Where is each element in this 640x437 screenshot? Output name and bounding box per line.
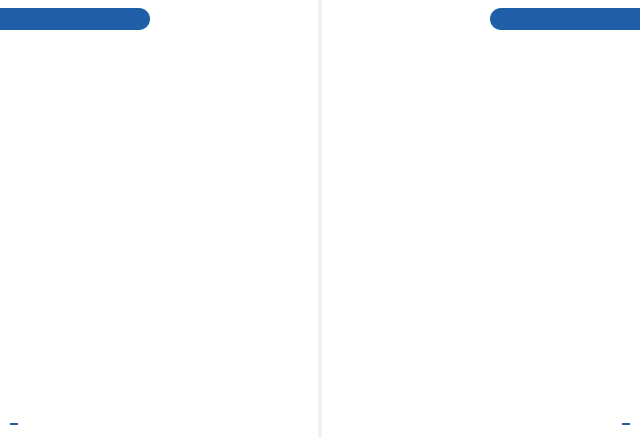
left-column-2 bbox=[164, 40, 308, 407]
left-footer bbox=[10, 417, 308, 431]
right-column-1 bbox=[332, 40, 476, 407]
right-columns bbox=[332, 40, 630, 407]
left-column-1 bbox=[10, 40, 154, 407]
right-column-2 bbox=[486, 40, 630, 407]
left-header-label bbox=[0, 13, 20, 26]
left-page bbox=[0, 0, 318, 437]
right-header-band bbox=[490, 8, 640, 30]
left-header-band bbox=[0, 8, 150, 30]
left-page-number bbox=[10, 423, 18, 425]
right-header-label bbox=[490, 13, 510, 26]
left-columns bbox=[10, 40, 308, 407]
right-footer bbox=[332, 417, 630, 431]
right-page-number bbox=[622, 423, 630, 425]
right-page bbox=[322, 0, 640, 437]
